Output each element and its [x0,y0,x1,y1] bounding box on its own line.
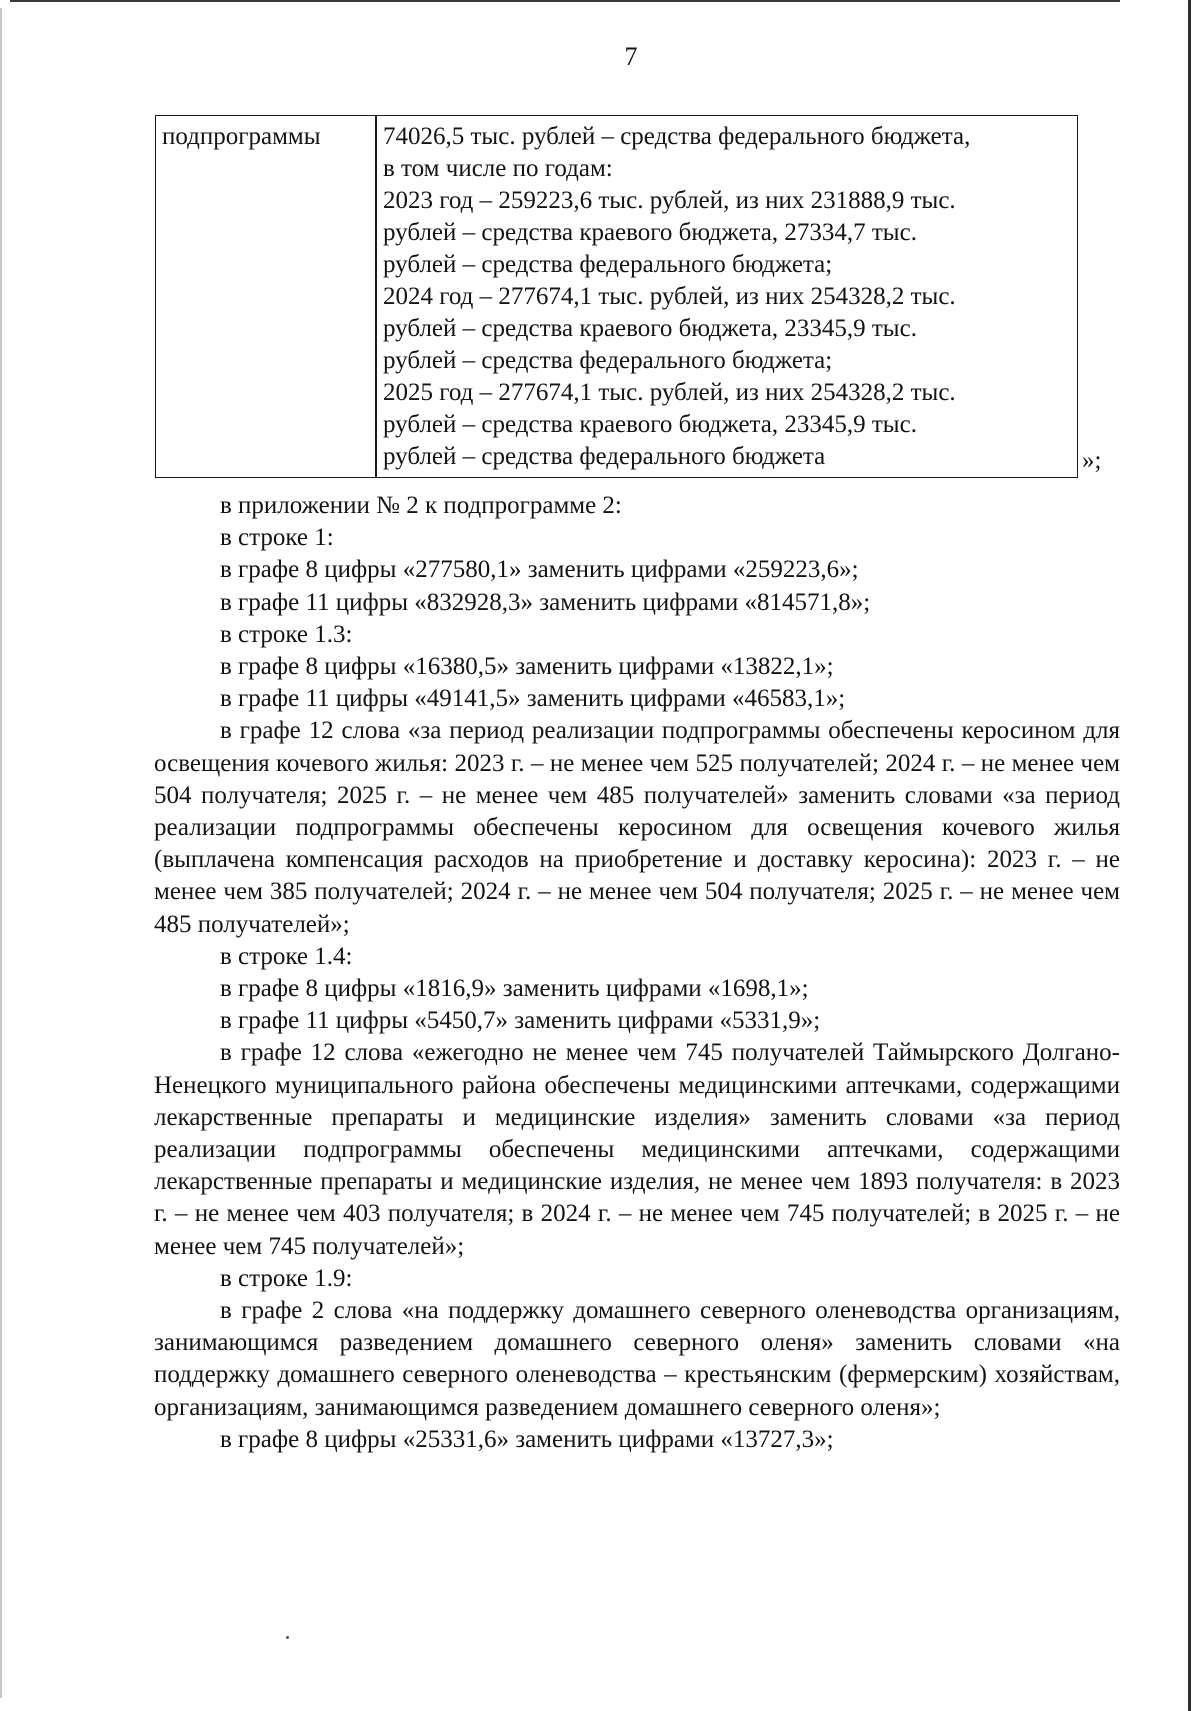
table-column-divider [375,116,377,477]
table-line: рублей – средства краевого бюджета, 23345,9 тыс. [383,411,917,438]
page-number: 7 [624,42,638,71]
paragraph: в приложении № 2 к подпрограмме 2: [220,492,622,519]
scan-border-right [1188,0,1191,1711]
paragraph: в графе 8 цифры «25331,6» заменить цифрами «13727,3»; [220,1425,834,1453]
paragraph: в строке 1.4: [220,942,353,970]
paragraph: в графе 8 цифры «16380,5» заменить цифрами «13822,1»; [220,653,834,681]
scan-border-left [0,8,2,1698]
table-line: 2024 год – 277674,1 тыс. рублей, из них 254328,2 тыс. [383,283,956,310]
table-line: 2023 год – 259223,6 тыс. рублей, из них 231888,9 тыс. [383,187,956,214]
table-line: в том числе по годам: [383,155,613,182]
amendment-text [154,490,1120,1456]
table-line: рублей – средства федерального бюджета; [383,251,833,278]
scan-border-top [10,0,1120,2]
paragraph: в строке 1: [220,524,334,552]
scan-speck [286,1636,289,1639]
table-line: рублей – средства краевого бюджета, 23345,9 тыс. [383,315,917,342]
paragraph: в графе 11 цифры «49141,5» заменить цифрами «46583,1»; [220,685,846,713]
paragraph: в графе 12 слова «ежегодно не менее чем 745 получателей Таймырского Долгано-Ненецкого муниципального района обеспечены медицинскими аптечками, содержащими лекарственные препараты и медицинские изделия» заменить словами «за период реализации подпрограммы обеспечены медицинскими аптечками, содержащими лекарственные препараты и медицинские изделия, не менее чем 1893 получателя: в 2023 г. – не менее чем 403 получателя; в 2024 г. – не менее чем 745 получателей; в 2025 г. – не менее чем 745 получателей»; [154,1039,1120,1260]
paragraph: в графе 2 слова «на поддержку домашнего северного оленеводства организациям, занимающимся разведением домашнего северного оленя» заменить словами «на поддержку домашнего северного оленеводства – крестьянским (фермерским) хозяйствам, организациям, занимающимся разведением домашнего северного оленя»; [154,1297,1120,1421]
table-line: рублей – средства краевого бюджета, 27334,7 тыс. [383,219,917,246]
paragraph: в графе 11 цифры «832928,3» заменить цифрами «814571,8»; [220,588,871,616]
table-line: 2025 год – 277674,1 тыс. рублей, из них 254328,2 тыс. [383,379,956,406]
table-right-cell [383,121,1073,473]
table-line: 74026,5 тыс. рублей – средства федерального бюджета, [383,123,971,150]
table-line: рублей – средства федерального бюджета; [383,347,833,374]
paragraph: в графе 8 цифры «1816,9» заменить цифрами «1698,1»; [220,975,809,1003]
table-closing-quote: »; [1082,447,1102,474]
paragraph: в графе 11 цифры «5450,7» заменить цифрами «5331,9»; [220,1007,821,1035]
paragraph: в строке 1.3: [220,620,353,648]
paragraph: в строке 1.9: [220,1264,353,1292]
table-line: рублей – средства федерального бюджета [383,443,826,470]
table-left-cell: подпрограммы [162,123,321,150]
paragraph: в графе 12 слова «за период реализации подпрограммы обеспечены керосином для освещения кочевого жилья: 2023 г. – не менее чем 525 получателей; 2024 г. – не менее чем 504 получателя; 2025 г. – не менее чем 485 получателей» заменить словами «за период реализации подпрограммы обеспечены керосином для освещения кочевого жилья (выплачена компенсация расходов на приобретение и доставку керосина): 2023 г. – не менее чем 385 получателей; 2024 г. – не менее чем 504 получателя; 2025 г. – не менее чем 485 получателей»; [154,717,1120,938]
paragraph: в графе 8 цифры «277580,1» заменить цифрами «259223,6»; [220,556,859,584]
funding-table [155,115,1078,478]
